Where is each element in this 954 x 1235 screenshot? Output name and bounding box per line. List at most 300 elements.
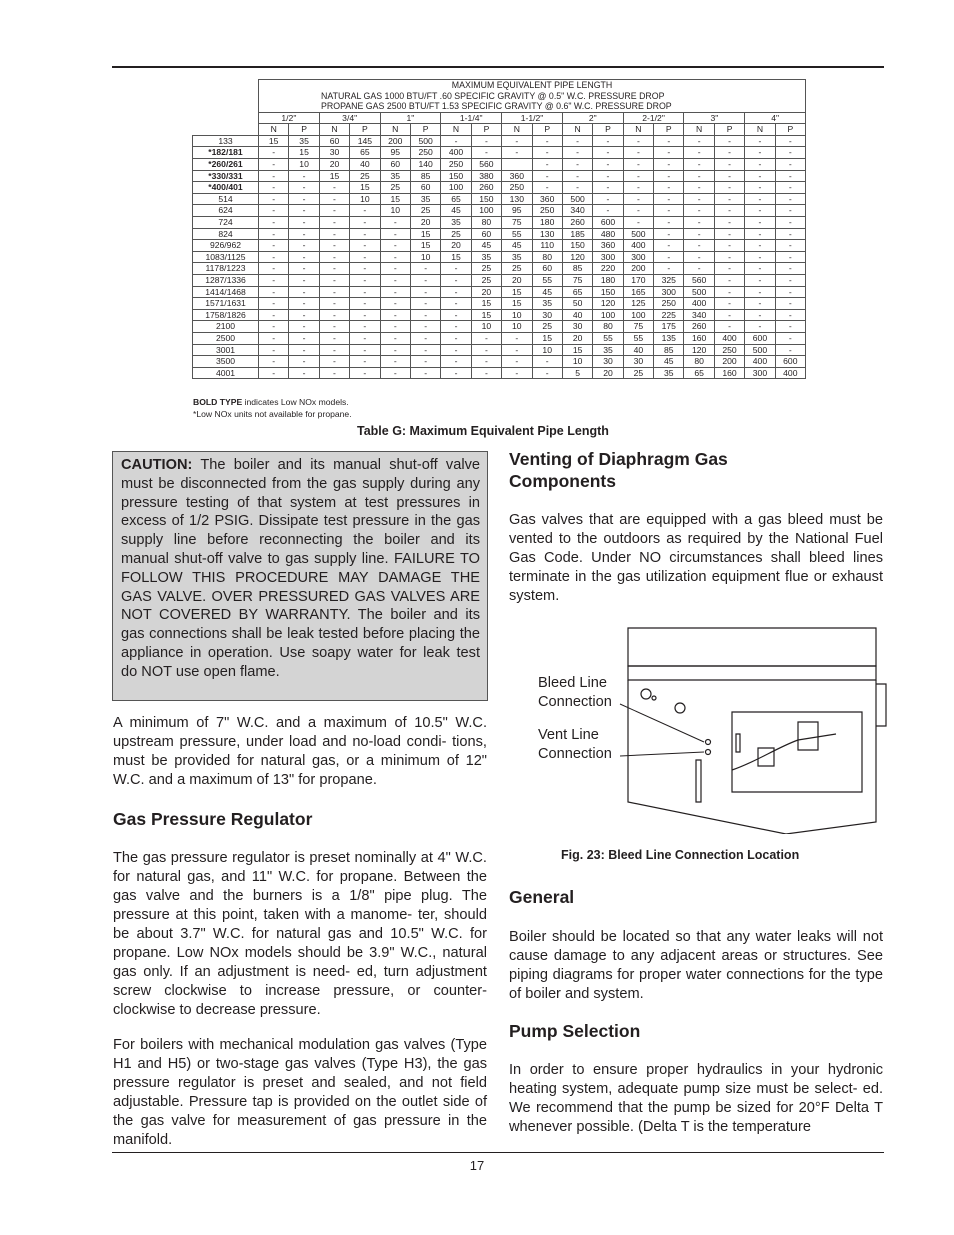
model-label: 514 [193, 193, 259, 205]
table-row [193, 159, 806, 171]
table-cell: - [410, 332, 440, 344]
model-label: *260/261 [193, 159, 259, 171]
table-cell: - [775, 251, 805, 263]
table-caption: Table G: Maximum Equivalent Pipe Length [357, 424, 609, 438]
table-cell: - [350, 274, 380, 286]
table-cell: 80 [593, 321, 623, 333]
model-label: 133 [193, 135, 259, 147]
table-cell: 500 [745, 344, 775, 356]
table-cell: - [410, 356, 440, 368]
table-cell: 500 [684, 286, 714, 298]
table-cell: - [654, 251, 684, 263]
table-cell: 75 [623, 321, 653, 333]
table-cell: - [350, 228, 380, 240]
gas-type-header: N [441, 124, 471, 136]
table-cell: 400 [714, 332, 744, 344]
table-cell: - [441, 367, 471, 379]
table-cell: 120 [562, 251, 592, 263]
table-cell: - [654, 170, 684, 182]
table-cell: - [775, 263, 805, 275]
table-cell: 600 [775, 356, 805, 368]
table-cell: 150 [593, 286, 623, 298]
table-cell: 250 [714, 344, 744, 356]
table-cell: 20 [410, 216, 440, 228]
table-cell: 15 [502, 298, 532, 310]
table-cell: - [532, 170, 562, 182]
bleed-port [706, 740, 711, 745]
gas-type-header: P [714, 124, 744, 136]
table-cell: 100 [593, 309, 623, 321]
table-title: MAXIMUM EQUIVALENT PIPE LENGTH [451, 80, 613, 90]
table-cell: - [289, 170, 319, 182]
burner-opening [732, 712, 862, 792]
table-cell: - [380, 321, 410, 333]
gas-type-header: P [471, 124, 501, 136]
table-cell: - [745, 298, 775, 310]
port-circle-2 [652, 696, 656, 700]
table-note-bold-line [193, 396, 352, 408]
table-cell: 25 [380, 182, 410, 194]
table-cell: - [410, 344, 440, 356]
gas-type-header: P [410, 124, 440, 136]
table-row [193, 193, 806, 205]
table-cell: 35 [289, 135, 319, 147]
vent-line-label-2: Connection [538, 746, 612, 762]
table-cell: 560 [471, 159, 501, 171]
gas-type-header: N [623, 124, 653, 136]
table-cell: 200 [380, 135, 410, 147]
table-cell: - [775, 309, 805, 321]
table-cell: - [502, 147, 532, 159]
table-cell: - [319, 309, 349, 321]
table-cell: - [654, 135, 684, 147]
table-cell: - [471, 344, 501, 356]
table-row [193, 240, 806, 252]
model-label: 926/962 [193, 240, 259, 252]
table-cell: - [410, 274, 440, 286]
table-cell: 100 [441, 182, 471, 194]
table-cell: - [502, 332, 532, 344]
table-cell: - [745, 147, 775, 159]
table-cell: - [289, 205, 319, 217]
table-cell: - [471, 356, 501, 368]
table-cell: 85 [410, 170, 440, 182]
table-cell: 20 [319, 159, 349, 171]
pipe-size-header: 1-1/4" [441, 112, 502, 124]
table-cell: - [441, 263, 471, 275]
table-cell: - [259, 274, 289, 286]
table-cell: 85 [562, 263, 592, 275]
table-cell: - [714, 251, 744, 263]
table-cell: - [654, 182, 684, 194]
gas-type-header: N [502, 124, 532, 136]
table-cell: 30 [593, 356, 623, 368]
table-cell: - [289, 193, 319, 205]
table-cell: 35 [471, 251, 501, 263]
table-cell: - [745, 159, 775, 171]
table-cell: - [410, 263, 440, 275]
table-cell: 15 [532, 332, 562, 344]
table-cell: - [350, 205, 380, 217]
table-cell: - [380, 309, 410, 321]
table-cell: 10 [289, 159, 319, 171]
table-cell: - [654, 159, 684, 171]
table-cell: - [775, 286, 805, 298]
general-paragraph: Boiler should be located so that any water leaks will not cause damage to any adjacent areas or structures. See piping diagrams for proper water connections for the type of boiler and system. [509, 929, 883, 1002]
table-cell: 130 [502, 193, 532, 205]
table-cell: 125 [623, 298, 653, 310]
table-cell: - [319, 367, 349, 379]
table-cell: - [410, 367, 440, 379]
table-cell: - [350, 356, 380, 368]
table-cell: 35 [410, 193, 440, 205]
table-cell: 175 [654, 321, 684, 333]
venting-heading-line1: Venting of Diaphragm Gas [509, 449, 728, 469]
side-box [876, 684, 886, 726]
table-cell: - [289, 344, 319, 356]
gas-type-header: P [289, 124, 319, 136]
gas-type-header: P [532, 124, 562, 136]
table-cell: 55 [593, 332, 623, 344]
bracket [736, 734, 740, 752]
table-cell: 250 [654, 298, 684, 310]
table-cell: - [259, 182, 289, 194]
table-cell: - [745, 182, 775, 194]
pipe-size-header: 1" [380, 112, 441, 124]
table-cell: - [684, 135, 714, 147]
table-cell: - [502, 356, 532, 368]
table-cell: 15 [562, 344, 592, 356]
table-cell: - [562, 135, 592, 147]
table-cell: 140 [410, 159, 440, 171]
table-cell: 25 [532, 321, 562, 333]
table-cell: 65 [562, 286, 592, 298]
table-cell: 150 [471, 193, 501, 205]
gas-valve [758, 748, 774, 766]
table-cell: - [350, 321, 380, 333]
table-cell: - [714, 159, 744, 171]
gas-type-header: P [654, 124, 684, 136]
venting-heading [509, 448, 728, 492]
table-cell: 60 [410, 182, 440, 194]
table-cell: - [775, 205, 805, 217]
table-cell: - [289, 263, 319, 275]
table-cell: - [714, 321, 744, 333]
table-cell: 35 [380, 170, 410, 182]
table-cell: - [745, 274, 775, 286]
table-cell: - [623, 182, 653, 194]
table-cell: - [350, 216, 380, 228]
table-notes [193, 396, 352, 420]
table-cell: 15 [289, 147, 319, 159]
pipe-length-table [192, 79, 806, 379]
gas-type-header: P [350, 124, 380, 136]
table-cell: 340 [684, 309, 714, 321]
table-row [193, 170, 806, 182]
table-cell: 260 [562, 216, 592, 228]
table-header-block [259, 80, 806, 113]
table-cell: - [654, 240, 684, 252]
table-propane-line: PROPANE GAS 2500 BTU/FT 1.53 SPECIFIC GRAVITY @ 0.6" W.C. PRESSURE DROP [321, 101, 672, 112]
table-cell: - [259, 251, 289, 263]
table-cell: 45 [654, 356, 684, 368]
table-cell: - [441, 344, 471, 356]
table-cell: 160 [684, 332, 714, 344]
table-cell: - [684, 251, 714, 263]
table-cell: - [319, 286, 349, 298]
table-cell: 360 [593, 240, 623, 252]
gas-train [732, 734, 836, 770]
table-cell: - [745, 309, 775, 321]
table-cell: - [410, 309, 440, 321]
table-cell: 500 [623, 228, 653, 240]
table-cell: - [350, 251, 380, 263]
model-label: 3001 [193, 344, 259, 356]
model-label: 1571/1631 [193, 298, 259, 310]
table-cell: 25 [350, 170, 380, 182]
table-row [193, 344, 806, 356]
table-cell: 380 [471, 170, 501, 182]
table-cell: - [714, 182, 744, 194]
table-cell: - [745, 216, 775, 228]
table-cell: - [775, 274, 805, 286]
table-cell: - [593, 147, 623, 159]
boiler-top-band [628, 666, 876, 680]
table-cell: 250 [410, 147, 440, 159]
table-cell: 25 [502, 263, 532, 275]
table-cell: - [745, 205, 775, 217]
table-row [193, 332, 806, 344]
table-cell: - [684, 159, 714, 171]
table-cell: - [471, 135, 501, 147]
table-cell: - [684, 263, 714, 275]
table-row [193, 216, 806, 228]
table-cell: - [319, 205, 349, 217]
table-cell: 100 [471, 205, 501, 217]
table-cell: - [259, 263, 289, 275]
table-cell: - [259, 147, 289, 159]
pipe-size-header: 3/4" [319, 112, 380, 124]
table-cell: - [410, 298, 440, 310]
table-row [193, 321, 806, 333]
table-cell: - [380, 251, 410, 263]
boiler-illustration [620, 628, 886, 834]
table-cell: 25 [441, 228, 471, 240]
table-cell: - [319, 251, 349, 263]
table-cell: 85 [654, 344, 684, 356]
table-cell: - [259, 321, 289, 333]
model-label: 2500 [193, 332, 259, 344]
table-cell: 60 [471, 228, 501, 240]
table-cell: - [319, 182, 349, 194]
table-cell: - [714, 228, 744, 240]
table-cell: 10 [471, 321, 501, 333]
gas-type-header: N [380, 124, 410, 136]
table-cell: - [471, 147, 501, 159]
table-cell: 25 [410, 205, 440, 217]
table-cell: - [684, 170, 714, 182]
table-cell: - [259, 344, 289, 356]
table-cell: 145 [350, 135, 380, 147]
table-cell: 55 [502, 228, 532, 240]
table-cell: - [502, 135, 532, 147]
table-cell: - [350, 286, 380, 298]
table-cell: 185 [562, 228, 592, 240]
table-cell: - [593, 170, 623, 182]
table-cell: - [714, 216, 744, 228]
table-cell: 250 [532, 205, 562, 217]
table-cell: 135 [654, 332, 684, 344]
table-cell: 80 [471, 216, 501, 228]
model-label: 2100 [193, 321, 259, 333]
table-cell: 45 [471, 240, 501, 252]
table-cell: - [441, 274, 471, 286]
table-cell: - [350, 263, 380, 275]
vent-leader [620, 752, 704, 756]
table-cell: 110 [532, 240, 562, 252]
table-cell: - [289, 367, 319, 379]
model-label: 3500 [193, 356, 259, 368]
table-cell: - [623, 135, 653, 147]
table-cell: - [380, 240, 410, 252]
bleed-line-label-1: Bleed Line [538, 675, 607, 691]
table-cell: - [319, 344, 349, 356]
venting-heading-line2: Components [509, 471, 616, 491]
table-cell: - [380, 228, 410, 240]
table-cell: 300 [593, 251, 623, 263]
table-cell: - [319, 216, 349, 228]
table-blank [193, 112, 259, 124]
table-cell: - [714, 205, 744, 217]
table-natural-gas-line: NATURAL GAS 1000 BTU/FT .60 SPECIFIC GRAVITY @ 0.5" W.C. PRESSURE DROP [321, 90, 665, 101]
table-cell: - [775, 228, 805, 240]
table-cell: 600 [745, 332, 775, 344]
table-cell: - [775, 216, 805, 228]
table-cell: 15 [319, 170, 349, 182]
table-cell: - [562, 170, 592, 182]
table-cell: - [745, 286, 775, 298]
table-cell: 180 [532, 216, 562, 228]
pipe-size-header: 1/2" [259, 112, 320, 124]
table-row [193, 228, 806, 240]
table-cell: 45 [441, 205, 471, 217]
table-cell: - [319, 193, 349, 205]
table-cell: 40 [562, 309, 592, 321]
table-cell: - [714, 193, 744, 205]
table-cell: - [714, 298, 744, 310]
table-cell: 100 [623, 309, 653, 321]
table-cell: - [745, 228, 775, 240]
table-cell: - [350, 298, 380, 310]
table-cell: 180 [593, 274, 623, 286]
table-cell: - [775, 344, 805, 356]
table-cell: - [654, 216, 684, 228]
table-cell: - [593, 135, 623, 147]
table-cell: - [562, 147, 592, 159]
table-cell: - [289, 251, 319, 263]
vent-line-label-1: Vent Line [538, 727, 599, 743]
table-cell: 35 [532, 298, 562, 310]
table-cell: - [289, 298, 319, 310]
gas-type-header: N [562, 124, 592, 136]
table-cell: - [350, 309, 380, 321]
gas-type-header: N [259, 124, 289, 136]
table-cell: 80 [684, 356, 714, 368]
table-cell: - [289, 216, 319, 228]
table-cell: 5 [562, 367, 592, 379]
table-cell: 65 [684, 367, 714, 379]
bold-type-label: BOLD TYPE [193, 397, 243, 407]
table-cell: - [684, 205, 714, 217]
table-row [193, 309, 806, 321]
bottom-rule [112, 1152, 884, 1153]
table-cell: 15 [410, 240, 440, 252]
regulator [798, 722, 818, 750]
table-cell: - [684, 182, 714, 194]
gas-type-header: N [319, 124, 349, 136]
table-cell: 30 [623, 356, 653, 368]
table-cell: 20 [502, 274, 532, 286]
table-cell: - [684, 228, 714, 240]
table-cell: 120 [684, 344, 714, 356]
table-cell: 95 [502, 205, 532, 217]
table-cell: 400 [745, 356, 775, 368]
pipe-size-header: 2-1/2" [623, 112, 684, 124]
table-cell: - [289, 182, 319, 194]
table-cell: - [289, 240, 319, 252]
table-cell: 560 [684, 274, 714, 286]
table-cell: - [350, 332, 380, 344]
table-cell: - [714, 240, 744, 252]
table-cell: - [259, 216, 289, 228]
table-cell: - [623, 170, 653, 182]
table-cell: - [654, 263, 684, 275]
table-cell: 220 [593, 263, 623, 275]
table-cell: 65 [441, 193, 471, 205]
table-cell: 130 [532, 228, 562, 240]
table-cell: 400 [441, 147, 471, 159]
table-cell: - [319, 332, 349, 344]
table-row [193, 251, 806, 263]
table-cell: - [319, 228, 349, 240]
gas-pressure-regulator-heading: Gas Pressure Regulator [113, 809, 313, 829]
table-cell: - [441, 332, 471, 344]
table-cell: - [380, 216, 410, 228]
table-cell: 10 [562, 356, 592, 368]
model-label: 4001 [193, 367, 259, 379]
table-cell: - [684, 193, 714, 205]
table-cell: - [319, 274, 349, 286]
pipe-size-header: 4" [745, 112, 806, 124]
table-cell: - [380, 286, 410, 298]
model-label: 1178/1223 [193, 263, 259, 275]
table-cell: 35 [654, 367, 684, 379]
table-cell: - [684, 147, 714, 159]
port-circle-1 [641, 689, 651, 699]
table-cell: - [259, 298, 289, 310]
table-cell: - [593, 193, 623, 205]
table-cell: 45 [532, 286, 562, 298]
model-label: 1287/1336 [193, 274, 259, 286]
table-cell: 65 [350, 147, 380, 159]
table-cell: - [775, 298, 805, 310]
table-cell: 25 [471, 274, 501, 286]
table-cell: - [259, 159, 289, 171]
model-label: 724 [193, 216, 259, 228]
gas-type-header: N [684, 124, 714, 136]
table-cell: 300 [745, 367, 775, 379]
table-cell: - [319, 321, 349, 333]
